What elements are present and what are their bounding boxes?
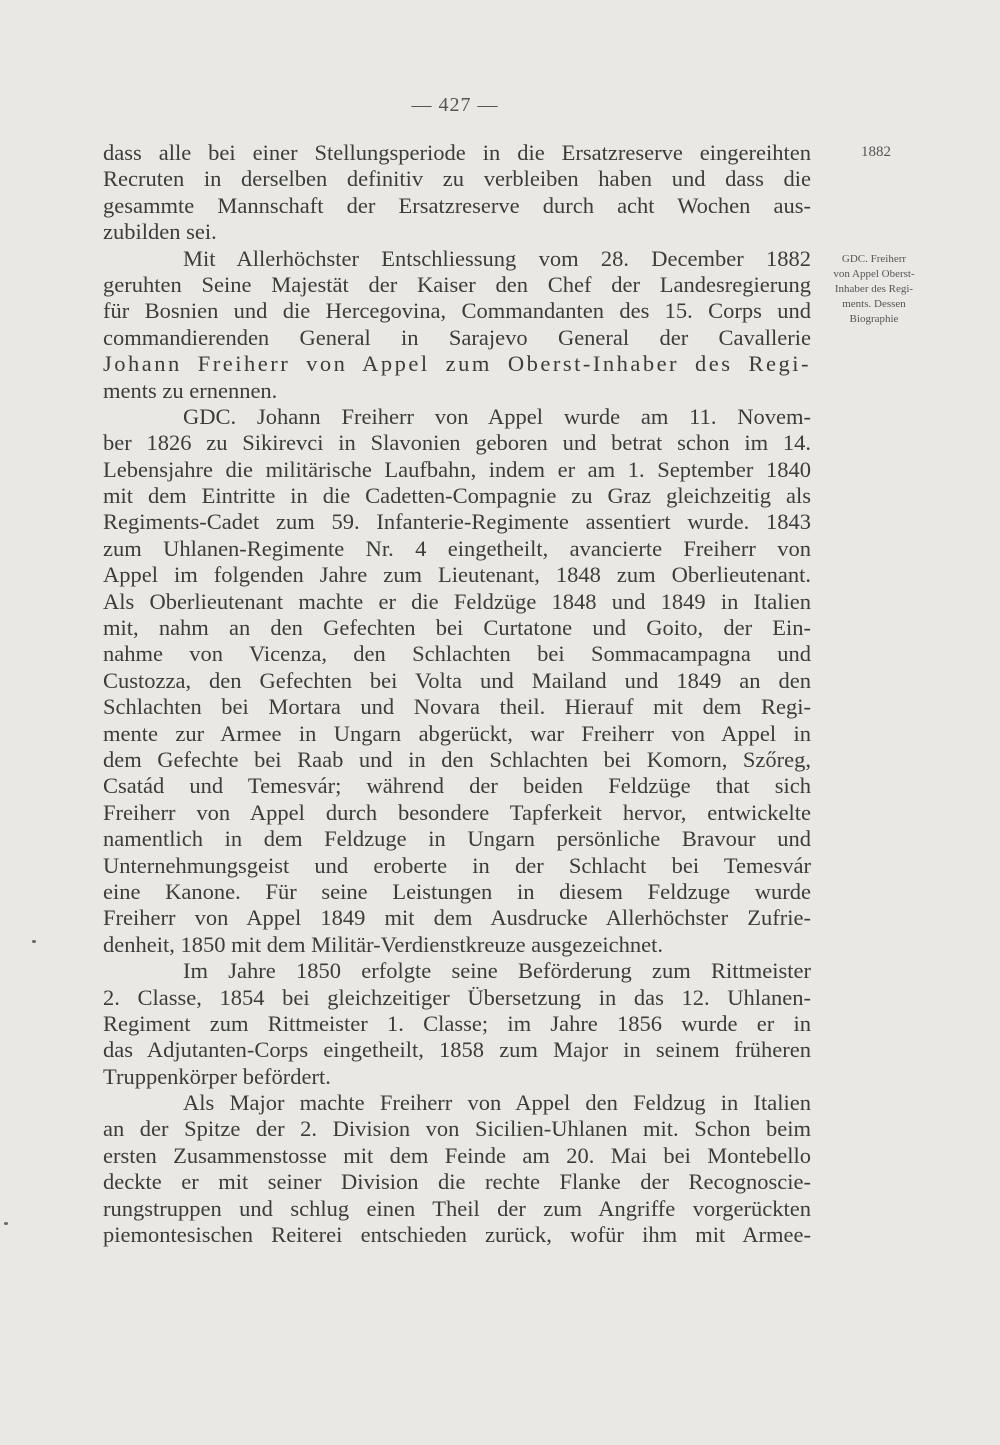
text-line: namentlich in dem Feldzuge in Ungarn persönliche Bravour und [103, 826, 811, 852]
text-line: nahme von Vicenza, den Schlachten bei Sommacampagna und [103, 641, 811, 667]
text-line: Appel im folgenden Jahre zum Lieutenant, 1848 zum Oberlieutenant. [103, 562, 811, 588]
margin-note-line: Inhaber des Regi- [834, 283, 914, 295]
text-line: Freiherr von Appel 1849 mit dem Ausdrucke Allerhöchster Zufrie- [103, 905, 811, 931]
text-line: Lebensjahre die militärische Laufbahn, indem er am 1. September 1840 [103, 456, 811, 482]
text-line: Im Jahre 1850 erfolgte seine Beförderung zum Rittmeister [183, 958, 811, 984]
text-line: Als Major machte Freiherr von Appel den Feldzug in Italien [183, 1090, 811, 1116]
text-line: piemontesischen Reiterei entschieden zurück, wofür ihm mit Armee- [103, 1222, 811, 1248]
text-line: geruhten Seine Majestät der Kaiser den Chef der Landesregierung [103, 271, 811, 297]
text-line: eine Kanone. Für seine Leistungen in diesem Feldzuge wurde [103, 878, 811, 904]
body-text [103, 140, 811, 1248]
paper-speck [4, 1222, 8, 1225]
text-line: Csatád und Temesvár; während der beiden Feldzüge that sich [103, 773, 811, 799]
text-line: Unternehmungsgeist und eroberte in der Schlacht bei Temesvár [103, 852, 811, 878]
text-line: zubilden sei. [103, 219, 217, 245]
margin-note [812, 252, 936, 327]
text-line: rungstruppen und schlug einen Theil der zum Angriffe vorgerückten [103, 1195, 811, 1221]
text-line: Regiment zum Rittmeister 1. Classe; im Jahre 1856 wurde er in [103, 1010, 811, 1036]
text-line: commandierenden General in Sarajevo General der Cavallerie [103, 324, 811, 350]
text-line: 2. Classe, 1854 bei gleichzeitiger Übersetzung in das 12. Uhlanen- [103, 984, 811, 1010]
text-line: gesammte Mannschaft der Ersatzreserve durch acht Wochen aus- [103, 192, 811, 218]
text-line: das Adjutanten-Corps eingetheilt, 1858 zum Major in seinem früheren [103, 1037, 811, 1063]
margin-note-line: Biographie [849, 313, 899, 325]
text-line: zum Uhlanen-Regimente Nr. 4 eingetheilt, avancierte Freiherr von [103, 535, 811, 561]
text-line: Regiments-Cadet zum 59. Infanterie-Regimente assentiert wurde. 1843 [103, 509, 811, 535]
page-number: — 427 — [411, 94, 499, 116]
text-line: dem Gefechte bei Raab und in den Schlachten bei Komorn, Szőreg, [103, 746, 811, 772]
paper-speck [32, 940, 36, 943]
text-line: mente zur Armee in Ungarn abgerückt, war Freiherr von Appel in [103, 720, 811, 746]
text-line: Johann Freiherr von Appel zum Oberst-Inhaber des Regi- [103, 351, 811, 377]
text-line: Mit Allerhöchster Entschliessung vom 28. December 1882 [183, 245, 811, 271]
text-line: dass alle bei einer Stellungsperiode in die Ersatzreserve eingereihten [103, 140, 811, 165]
margin-note-line: GDC. Freiherr [841, 253, 907, 265]
text-line: ersten Zusammenstosse mit dem Feinde am 20. Mai bei Montebello [103, 1142, 811, 1168]
margin-note-line: von Appel Oberst- [833, 268, 915, 280]
text-line: für Bosnien und die Hercegovina, Commandanten des 15. Corps und [103, 298, 811, 324]
margin-year: 1882 [861, 144, 891, 160]
text-line: ments zu ernennen. [103, 377, 278, 403]
text-line: denheit, 1850 mit dem Militär-Verdienstkreuze ausgezeichnet. [103, 931, 663, 957]
text-line: Freiherr von Appel durch besondere Tapferkeit hervor, entwickelte [103, 799, 811, 825]
text-line: Als Oberlieutenant machte er die Feldzüge 1848 und 1849 in Italien [103, 588, 811, 614]
margin-note-line: ments. Dessen [842, 298, 906, 310]
text-line: Truppenkörper befördert. [103, 1063, 331, 1089]
text-line: an der Spitze der 2. Division von Sicilien-Uhlanen mit. Schon beim [103, 1116, 811, 1142]
text-line: GDC. Johann Freiherr von Appel wurde am 11. Novem- [183, 403, 811, 429]
text-line: mit, nahm an den Gefechten bei Curtatone und Goito, der Ein- [103, 615, 811, 641]
text-line: Schlachten bei Mortara und Novara theil. Hierauf mit dem Regi- [103, 694, 811, 720]
text-line: ber 1826 zu Sikirevci in Slavonien geboren und betrat schon im 14. [103, 430, 811, 456]
text-line: Custozza, den Gefechten bei Volta und Mailand und 1849 an den [103, 667, 811, 693]
text-line: Recruten in derselben definitiv zu verbleiben haben und dass die [103, 166, 811, 192]
text-line: deckte er mit seiner Division die rechte Flanke der Recognoscie- [103, 1169, 811, 1195]
text-line: mit dem Eintritte in die Cadetten-Compagnie zu Graz gleichzeitig als [103, 483, 811, 509]
